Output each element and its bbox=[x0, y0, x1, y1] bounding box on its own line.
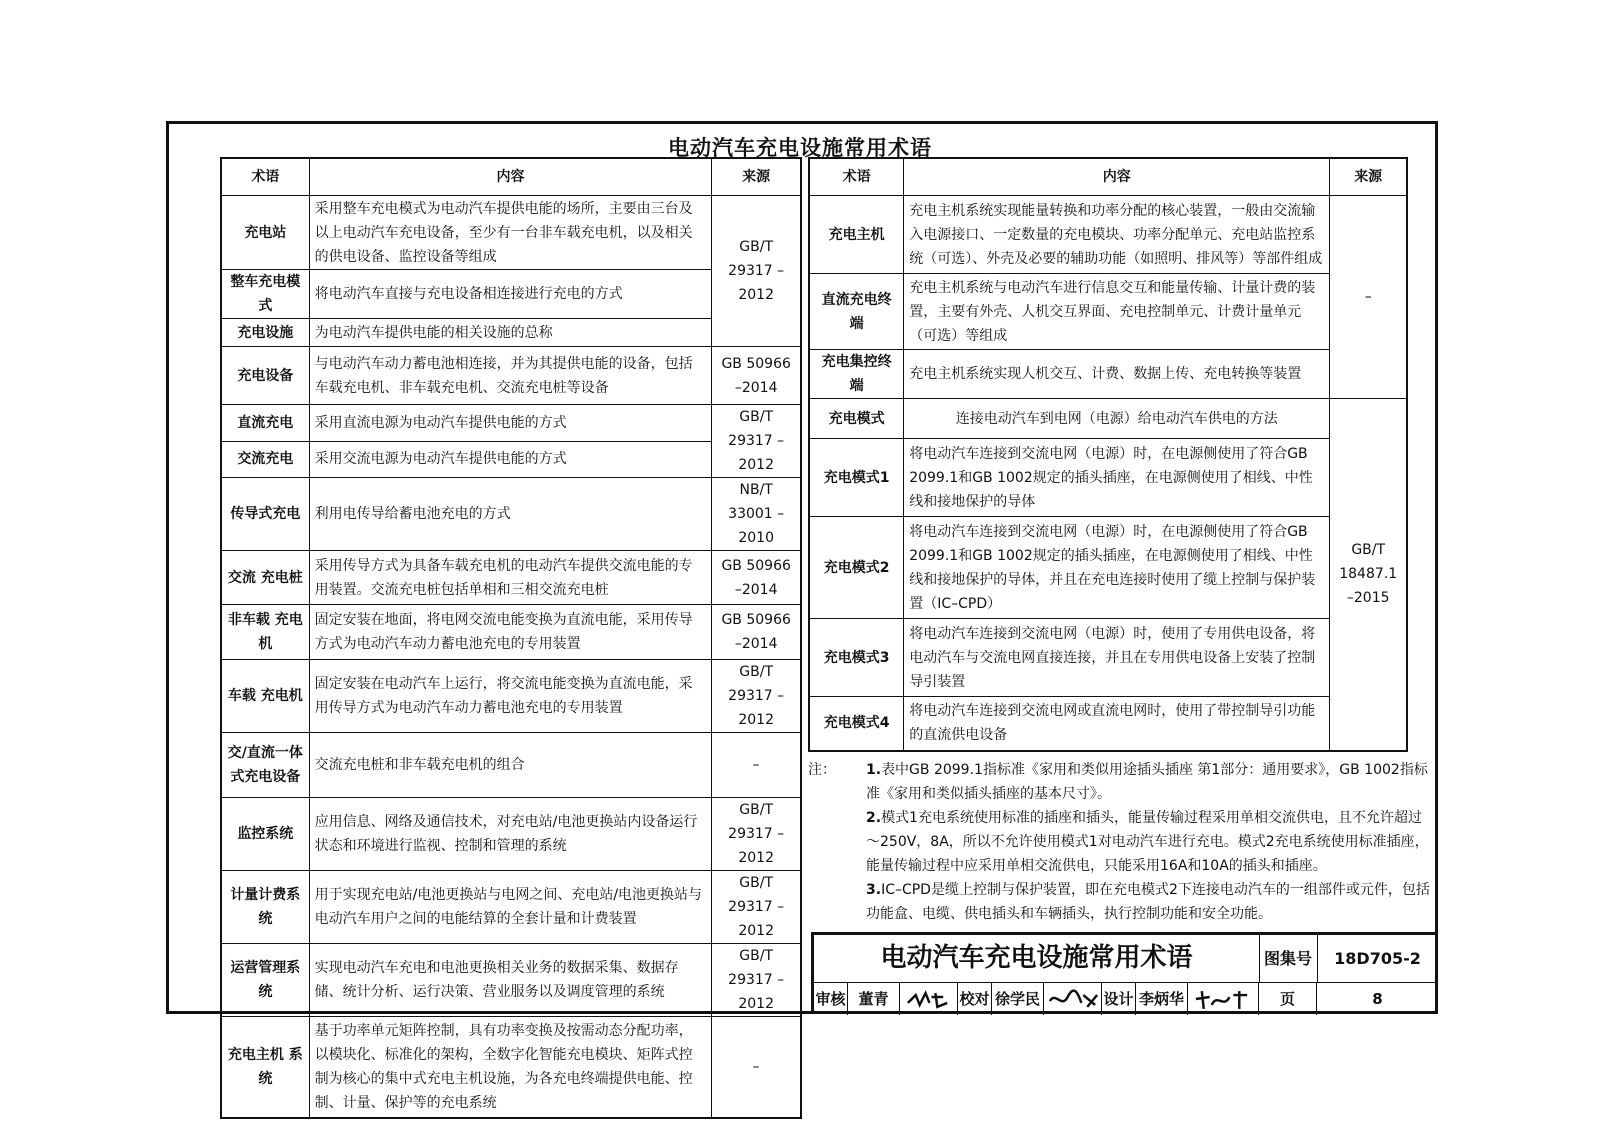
term-cell: 运营管理系统 bbox=[221, 944, 309, 1017]
content-cell: 实现电动汽车充电和电池更换相关业务的数据采集、数据存储、统计分析、运行决策、营业服务以及调度管理的系统 bbox=[309, 944, 712, 1017]
term-cell: 充电主机 系统 bbox=[221, 1017, 309, 1118]
table-row bbox=[221, 405, 801, 442]
notes bbox=[808, 758, 1430, 926]
content-cell: 为电动汽车提供电能的相关设施的总称 bbox=[309, 319, 712, 347]
term-cell: 传导式充电 bbox=[221, 478, 309, 551]
term-cell: 非车载 充电机 bbox=[221, 605, 309, 660]
note-number: 3. bbox=[866, 882, 882, 898]
table-row bbox=[809, 350, 1407, 399]
atlas-number: 18D705-2 bbox=[1334, 949, 1421, 968]
table-row bbox=[221, 551, 801, 605]
table-row bbox=[221, 871, 801, 944]
term-cell: 充电模式 bbox=[809, 399, 904, 439]
review-signature bbox=[900, 983, 958, 1015]
table-row bbox=[221, 196, 801, 270]
signature-icon bbox=[1188, 983, 1258, 1015]
content-cell: 用于实现充电站/电池更换站与电网之间、充电站/电池更换站与电动汽车用户之间的电能结算的全套计量和计费装置 bbox=[309, 871, 712, 944]
title-block-title: 电动汽车充电设施常用术语 bbox=[814, 935, 1260, 982]
table-row bbox=[809, 274, 1407, 350]
left-terms-table bbox=[220, 157, 802, 1119]
term-cell: 充电站 bbox=[221, 196, 309, 270]
table-row bbox=[809, 619, 1407, 697]
term-cell: 直流充电终端 bbox=[809, 274, 904, 350]
content-cell: 固定安装在电动汽车上运行，将交流电能变换为直流电能，采用传导方式为电动汽车动力蓄电池充电的专用装置 bbox=[309, 660, 712, 733]
note-item bbox=[808, 878, 1430, 926]
source-cell: – bbox=[712, 1017, 801, 1118]
title-block bbox=[811, 932, 1438, 1014]
term-cell: 充电主机 bbox=[809, 196, 904, 274]
table-row bbox=[221, 944, 801, 1017]
source-cell: GB/T 29317 –2012 bbox=[712, 196, 801, 347]
header-term: 术语 bbox=[809, 158, 904, 196]
content-cell: 交流充电桩和非车载充电机的组合 bbox=[309, 733, 712, 798]
content-cell: 采用传导方式为具备车载充电机的电动汽车提供交流电能的专用装置。交流充电桩包括单相和三相交流充电桩 bbox=[309, 551, 712, 605]
note-number: 1. bbox=[866, 762, 882, 778]
table-row bbox=[221, 347, 801, 405]
content-cell: 固定安装在地面，将电网交流电能变换为直流电能，采用传导方式为电动汽车动力蓄电池充电的专用装置 bbox=[309, 605, 712, 660]
term-cell: 充电模式3 bbox=[809, 619, 904, 697]
content-cell: 采用整车充电模式为电动汽车提供电能的场所，主要由三台及以上电动汽车充电设备，至少有一台非车载充电机，以及相关的供电设备、监控设备等组成 bbox=[309, 196, 712, 270]
content-cell: 充电主机系统与电动汽车进行信息交互和能量传输、计量计费的装置，主要有外壳、人机交互界面、充电控制单元、计费计量单元（可选）等组成 bbox=[904, 274, 1330, 350]
content-cell: 充电主机系统实现能量转换和功率分配的核心装置，一般由交流输入电源接口、一定数量的充电模块、功率分配单元、充电站监控系统（可选）、外壳及必要的辅助功能（如照明、排风等）等部件组成 bbox=[904, 196, 1330, 274]
table-row bbox=[221, 478, 801, 551]
table-row bbox=[221, 733, 801, 798]
term-cell: 直流充电 bbox=[221, 405, 309, 442]
page-number: 8 bbox=[1372, 990, 1383, 1008]
source-cell: GB/T 29317 –2012 bbox=[712, 405, 801, 478]
content-cell: 采用直流电源为电动汽车提供电能的方式 bbox=[309, 405, 712, 442]
note-number: 2. bbox=[866, 810, 882, 826]
content-cell: 将电动汽车连接到交流电网（电源）时，在电源侧使用了符合GB 2099.1和GB 1002规定的插头插座，在电源侧使用了相线、中性线和接地保护的导体，并且在充电连接时使用了缆上控制与保护装置（IC–CPD） bbox=[904, 517, 1330, 619]
atlas-number-label: 图集号 bbox=[1259, 935, 1318, 982]
page-title: 电动汽车充电设施常用术语 bbox=[668, 136, 932, 160]
table-row bbox=[809, 517, 1407, 619]
term-cell: 充电集控终端 bbox=[809, 350, 904, 399]
check-name: 徐学民 bbox=[992, 983, 1044, 1015]
term-cell: 充电模式2 bbox=[809, 517, 904, 619]
right-terms-table bbox=[808, 157, 1408, 752]
header-content: 内容 bbox=[904, 158, 1330, 196]
header-term: 术语 bbox=[221, 158, 309, 196]
table-row bbox=[221, 798, 801, 871]
source-cell: – bbox=[712, 733, 801, 798]
table-row bbox=[809, 399, 1407, 439]
review-name: 董青 bbox=[848, 983, 900, 1015]
table-row bbox=[809, 439, 1407, 517]
content-cell: 利用电传导给蓄电池充电的方式 bbox=[309, 478, 712, 551]
table-header-row bbox=[221, 158, 801, 196]
table-row bbox=[809, 697, 1407, 751]
source-cell: GB/T 29317 –2012 bbox=[712, 798, 801, 871]
header-source: 来源 bbox=[712, 158, 801, 196]
term-cell: 交/直流一体式充电设备 bbox=[221, 733, 309, 798]
table-row bbox=[221, 1017, 801, 1118]
content-cell: 将电动汽车直接与充电设备相连接进行充电的方式 bbox=[309, 270, 712, 319]
term-cell: 充电设备 bbox=[221, 347, 309, 405]
source-cell: GB/T 29317 –2012 bbox=[712, 944, 801, 1017]
source-cell: GB/T 29317 –2012 bbox=[712, 871, 801, 944]
source-cell: GB/T 29317 –2012 bbox=[712, 660, 801, 733]
content-cell: 应用信息、网络及通信技术，对充电站/电池更换站内设备运行状态和环境进行监视、控制和管理的系统 bbox=[309, 798, 712, 871]
note-item bbox=[808, 806, 1430, 878]
design-signature bbox=[1188, 983, 1259, 1015]
note-text: 模式1充电系统使用标准的插座和插头，能量传输过程采用单相交流供电，且不允许超过～250V，8A，所以不允许使用模式1对电动汽车进行充电。模式2充电系统使用标准插座，能量传输过程中应采用单相交流供电，只能采用16A和10A的插头和插座。 bbox=[866, 810, 1429, 874]
table-row bbox=[221, 605, 801, 660]
table-header-row bbox=[809, 158, 1407, 196]
check-label: 校对 bbox=[958, 983, 992, 1015]
term-cell: 充电模式4 bbox=[809, 697, 904, 751]
note-text: IC–CPD是缆上控制与保护装置，即在充电模式2下连接电动汽车的一组部件或元件，包括功能盒、电缆、供电插头和车辆插头，执行控制功能和安全功能。 bbox=[866, 882, 1430, 922]
term-cell: 整车充电模式 bbox=[221, 270, 309, 319]
source-cell: GB 50966 –2014 bbox=[712, 605, 801, 660]
term-cell: 充电模式1 bbox=[809, 439, 904, 517]
signature-icon bbox=[900, 983, 957, 1015]
design-name: 李炳华 bbox=[1136, 983, 1188, 1015]
term-cell: 计量计费系统 bbox=[221, 871, 309, 944]
content-cell: 将电动汽车连接到交流电网（电源）时，在电源侧使用了符合GB 2099.1和GB 1002规定的插头插座，在电源侧使用了相线、中性线和接地保护的导体 bbox=[904, 439, 1330, 517]
content-cell: 充电主机系统实现人机交互、计费、数据上传、充电转换等装置 bbox=[904, 350, 1330, 399]
term-cell: 交流充电 bbox=[221, 441, 309, 478]
source-cell: GB 50966 –2014 bbox=[712, 551, 801, 605]
note-text: 表中GB 2099.1指标准《家用和类似用途插头插座 第1部分：通用要求》，GB 1002指标准《家用和类似插头插座的基本尺寸》。 bbox=[866, 762, 1428, 802]
table-row bbox=[221, 660, 801, 733]
title-block-signatures bbox=[814, 983, 1438, 1015]
source-cell: NB/T 33001 –2010 bbox=[712, 478, 801, 551]
content-cell: 将电动汽车连接到交流电网（电源）时，使用了专用供电设备，将电动汽车与交流电网直接连接，并且在专用供电设备上安装了控制导引装置 bbox=[904, 619, 1330, 697]
header-content: 内容 bbox=[309, 158, 712, 196]
source-cell: GB 50966 –2014 bbox=[712, 347, 801, 405]
term-cell: 交流 充电桩 bbox=[221, 551, 309, 605]
source-cell: GB/T 18487.1 –2015 bbox=[1330, 399, 1407, 751]
table-row bbox=[809, 196, 1407, 274]
header-source: 来源 bbox=[1330, 158, 1407, 196]
term-cell: 监控系统 bbox=[221, 798, 309, 871]
title-block-top bbox=[814, 935, 1438, 983]
content-cell: 采用交流电源为电动汽车提供电能的方式 bbox=[309, 441, 712, 478]
note-item bbox=[808, 758, 1430, 806]
design-label: 设计 bbox=[1102, 983, 1136, 1015]
page-label: 页 bbox=[1259, 983, 1317, 1015]
content-cell: 将电动汽车连接到交流电网或直流电网时，使用了带控制导引功能的直流供电设备 bbox=[904, 697, 1330, 751]
term-cell: 车载 充电机 bbox=[221, 660, 309, 733]
content-cell: 连接电动汽车到电网（电源）给电动汽车供电的方法 bbox=[904, 399, 1330, 439]
source-cell: – bbox=[1330, 196, 1407, 399]
term-cell: 充电设施 bbox=[221, 319, 309, 347]
review-label: 审核 bbox=[814, 983, 848, 1015]
notes-lead: 注： bbox=[808, 762, 836, 778]
content-cell: 基于功率单元矩阵控制，具有功率变换及按需动态分配功率，以模块化、标准化的架构，全数字化智能充电模块、矩阵式控制为核心的集中式充电主机设施，为各充电终端提供电能、控制、计量、保护等的充电系统 bbox=[309, 1017, 712, 1118]
content-cell: 与电动汽车动力蓄电池相连接，并为其提供电能的设备，包括车载充电机、非车载充电机、交流充电桩等设备 bbox=[309, 347, 712, 405]
signature-icon bbox=[1044, 983, 1101, 1015]
check-signature bbox=[1044, 983, 1102, 1015]
